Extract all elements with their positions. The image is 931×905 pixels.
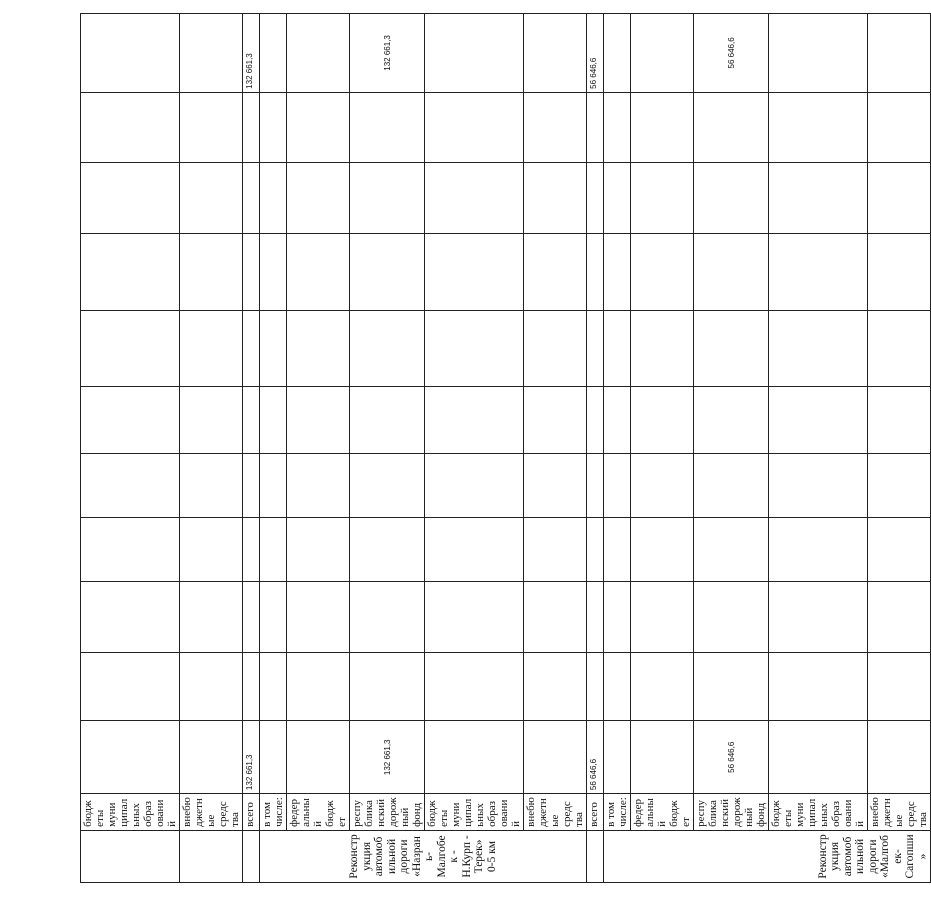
source-cell: в том числе: — [604, 794, 631, 831]
source-cell: федеральный бюджет — [287, 794, 350, 831]
value-2020: 132 661,3 — [350, 14, 425, 93]
value-2014: 56 646,6 — [587, 721, 604, 794]
source-cell: республиканский дорожный фонд — [694, 794, 769, 831]
source-cell: всего — [243, 794, 260, 831]
source-cell: бюджеты муниципальных образований — [769, 794, 868, 831]
source-cell: бюджеты муниципальных образований — [81, 794, 180, 831]
source-cell: бюджеты муниципальных образований — [425, 794, 524, 831]
project-name-1: Реконструкция автомобильной дороги «Назрань-Малгобек - Н.Курп - Терек» 0-5 км — [260, 830, 587, 882]
source-cell: в том числе: — [260, 794, 287, 831]
project-cell-empty — [587, 830, 604, 882]
value-2014: 132 661,3 — [350, 721, 425, 794]
source-cell: республиканский дорожный фонд — [350, 794, 425, 831]
value-2014: 132 661,3 — [243, 721, 260, 794]
funding-table — [80, 13, 931, 883]
rotated-page — [80, 13, 929, 883]
value-2020: 56 646,6 — [694, 14, 769, 93]
source-cell: внебюджетные средства — [524, 794, 587, 831]
project-cell-empty — [180, 830, 243, 882]
project-name-2: Реконструкция автомобильной дороги «Малгобек-Сагопши» — [604, 830, 931, 882]
source-cell: внебюджетные средства — [868, 794, 931, 831]
source-cell: внебюджетные средства — [180, 794, 243, 831]
source-cell: федеральный бюджет — [631, 794, 694, 831]
project-cell-empty — [81, 830, 180, 882]
source-cell: всего — [587, 794, 604, 831]
value-2014: 56 646,6 — [694, 721, 769, 794]
value-2020: 56 646,6 — [587, 14, 604, 93]
value-2020: 132 661,3 — [243, 14, 260, 93]
project-cell-empty — [243, 830, 260, 882]
